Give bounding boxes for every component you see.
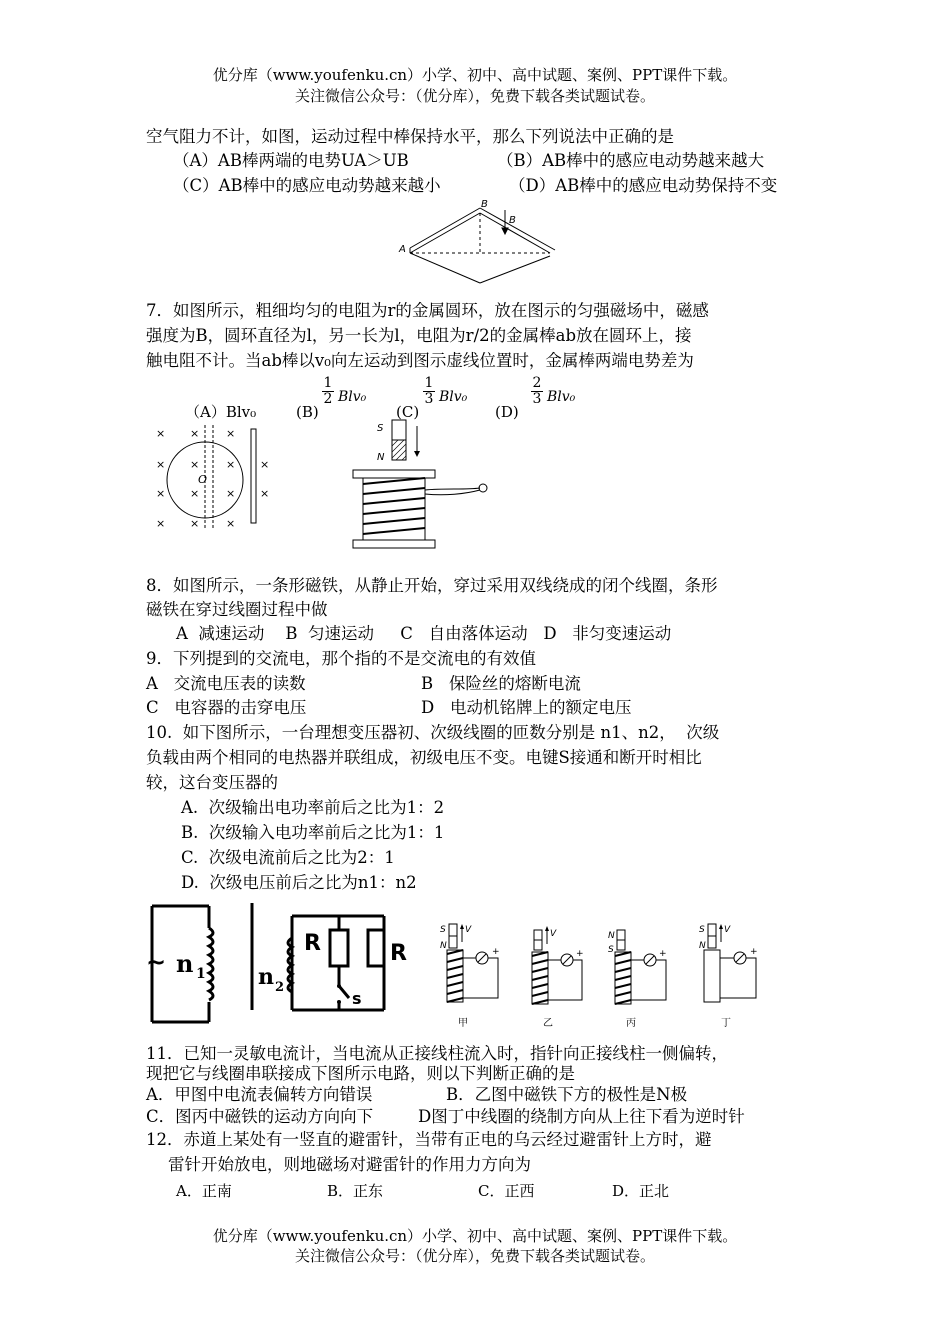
q9-stem: 9．下列提到的交流电，那个指的不是交流电的有效值 bbox=[146, 649, 536, 668]
svg-text:×: × bbox=[156, 427, 166, 440]
svg-text:×: × bbox=[226, 487, 236, 500]
q10-option-d: D. 次级电压前后之比为n1：n2 bbox=[181, 873, 417, 892]
q8-options: A 减速运动 B 匀速运动 C 自由落体运动 D 非匀变速运动 bbox=[176, 624, 672, 643]
q9-option-a: A 交流电压表的读数 bbox=[146, 674, 306, 693]
q6-option-c: （C）AB棒中的感应电动势越来越小 bbox=[173, 176, 441, 195]
svg-text:×: × bbox=[190, 517, 200, 530]
q8-stem-line-1: 8．如图所示，一条形磁铁，从静止开始，穿过采用双线绕成的闭个线圈，条形 bbox=[146, 576, 718, 595]
q11-jia-v: V bbox=[465, 925, 472, 935]
header-line-1: 优分库（www.youfenku.cn）小学、初中、高中试题、案例、PPT课件下载。 bbox=[212, 66, 738, 84]
q11-circuit-yi bbox=[532, 926, 582, 1004]
q11-caption-ding: 丁 bbox=[721, 1018, 731, 1029]
q7-frac-b: $\frac{1}{2}$ bbox=[323, 375, 333, 407]
q11-ding-s: S bbox=[699, 925, 705, 935]
q6-option-b: （B）AB棒中的感应电动势越来越大 bbox=[497, 151, 765, 170]
q11-yi-v: V bbox=[550, 929, 557, 939]
svg-text:×: × bbox=[190, 487, 200, 500]
q11-option-c: C．图丙中磁铁的运动方向向下 bbox=[146, 1107, 374, 1126]
q10-stem-line-2: 负载由两个相同的电热器并联组成，初级电压不变。电键S接通和断开时相比 bbox=[146, 748, 702, 767]
q7-frac-c: $\frac{1}{3}$ bbox=[424, 375, 434, 407]
q11-jia-n: N bbox=[440, 941, 447, 951]
svg-text:×: × bbox=[226, 427, 236, 440]
svg-text:×: × bbox=[156, 487, 166, 500]
q8-stem-line-2: 磁铁在穿过线圈过程中做 bbox=[146, 600, 328, 619]
q7-stem-line-1: 7．如图所示，粗细均匀的电阻为r的金属圆环，放在图示的匀强磁场中，磁感 bbox=[146, 301, 709, 320]
q11-yi-plus: + bbox=[576, 949, 584, 959]
q6-rail-figure bbox=[395, 198, 555, 288]
footer-line-2: 关注微信公众号：（优分库），免费下载各类试题试卷。 bbox=[294, 1247, 655, 1265]
q11-ding-plus: + bbox=[750, 947, 758, 957]
q12-option-a: A．正南 bbox=[176, 1182, 232, 1200]
q9-option-d: D 电动机铭牌上的额定电压 bbox=[421, 698, 632, 717]
q11-caption-jia: 甲 bbox=[458, 1018, 468, 1029]
q10-n2-label: n bbox=[258, 964, 274, 990]
q10-ac-source: ~ bbox=[146, 948, 167, 976]
svg-text:×: × bbox=[226, 458, 236, 471]
q10-stem-line-1: 10. 如下图所示，一台理想变压器初、次级线圈的匝数分别是 n1、n2， 次级 bbox=[146, 723, 720, 742]
q9-option-c: C 电容器的击穿电压 bbox=[146, 698, 307, 717]
q7-option-c-label: (C) bbox=[396, 403, 420, 421]
q11-option-a: A．甲图中电流表偏转方向错误 bbox=[146, 1085, 373, 1104]
q11-stem-line-2: 现把它与线圈串联接成下图所示电路，则以下判断正确的是 bbox=[146, 1064, 575, 1083]
q6-stem: 空气阻力不计，如图，运动过程中棒保持水平，那么下列说法中正确的是 bbox=[146, 127, 674, 146]
svg-text:×: × bbox=[260, 458, 270, 471]
q10-switch-label: s bbox=[352, 989, 362, 1008]
q9-option-b: B 保险丝的熔断电流 bbox=[421, 674, 581, 693]
q7-stem-line-2: 强度为B，圆环直径为l，另一长为l，电阻为r/2的金属棒ab放在圆环上，接 bbox=[146, 326, 692, 345]
q7-frac-b-expr: Blv₀ bbox=[338, 389, 367, 405]
q12-option-c: C．正西 bbox=[478, 1182, 535, 1200]
q6-label-a: A bbox=[399, 244, 406, 255]
q11-bing-s: S bbox=[608, 945, 614, 955]
q11-bing-n: N bbox=[608, 931, 615, 941]
q11-circuits-figure bbox=[436, 922, 776, 1030]
q10-option-a: A. 次级输出电功率前后之比为1：2 bbox=[181, 798, 445, 817]
q12-option-d: D．正北 bbox=[612, 1182, 670, 1200]
q11-option-b: B．乙图中磁铁下方的极性是N极 bbox=[446, 1085, 688, 1104]
svg-text:×: × bbox=[226, 517, 236, 530]
q11-option-d: D图丁中线圈的绕制方向从上往下看为逆时针 bbox=[418, 1107, 745, 1126]
q10-n2-sub: 2 bbox=[275, 980, 285, 995]
svg-text:×: × bbox=[190, 427, 200, 440]
q8-magnet-s: S bbox=[377, 423, 384, 434]
q10-option-b: B. 次级输入电功率前后之比为1：1 bbox=[181, 823, 445, 842]
q10-n1-sub: 1 bbox=[196, 966, 206, 982]
q7-center-label: O bbox=[198, 473, 208, 486]
q7-stem-line-3: 触电阻不计。当ab棒以v₀向左运动到图示虚线位置时，金属棒两端电势差为 bbox=[146, 351, 694, 370]
q10-n1-label: n bbox=[176, 949, 194, 978]
q8-coil-figure bbox=[345, 418, 495, 550]
footer-line-1: 优分库（www.youfenku.cn）小学、初中、高中试题、案例、PPT课件下载。 bbox=[212, 1227, 738, 1245]
q12-stem-line-1: 12．赤道上某处有一竖直的避雷针，当带有正电的乌云经过避雷针上方时，避 bbox=[146, 1130, 712, 1149]
q6-label-field: B bbox=[509, 215, 516, 226]
q10-stem-line-3: 较，这台变压器的 bbox=[146, 773, 278, 792]
svg-text:×: × bbox=[190, 458, 200, 471]
q6-label-b: B bbox=[481, 199, 488, 210]
q11-caption-yi: 乙 bbox=[543, 1018, 553, 1029]
q10-r1-label: R bbox=[304, 931, 321, 956]
q10-r2-label: R bbox=[390, 941, 407, 966]
q11-circuit-ding bbox=[704, 924, 756, 1002]
q8-magnet-n: N bbox=[377, 452, 385, 463]
header-line-2: 关注微信公众号：（优分库），免费下载各类试题试卷。 bbox=[294, 87, 655, 105]
q11-ding-v: V bbox=[724, 925, 731, 935]
q7-frac-d-expr: Blv₀ bbox=[547, 389, 576, 405]
svg-text:×: × bbox=[156, 458, 166, 471]
q7-option-b-label: (B) bbox=[296, 403, 319, 421]
svg-text:×: × bbox=[156, 517, 166, 530]
q11-ding-n: N bbox=[699, 941, 706, 951]
q7-option-a: （A）Blv₀ bbox=[185, 403, 257, 421]
q7-frac-d: $\frac{2}{3}$ bbox=[532, 375, 542, 407]
q10-transformer-figure bbox=[144, 898, 414, 1028]
q10-option-c: C. 次级电流前后之比为2：1 bbox=[181, 848, 395, 867]
q11-circuit-bing bbox=[615, 930, 666, 1004]
q12-stem-line-2: 雷针开始放电，则地磁场对避雷针的作用力方向为 bbox=[168, 1155, 531, 1174]
q7-frac-c-expr: Blv₀ bbox=[439, 389, 468, 405]
q11-jia-s: S bbox=[440, 925, 446, 935]
q7-option-d-label: (D) bbox=[495, 403, 519, 421]
q11-stem-line-1: 11．已知一灵敏电流计，当电流从正接线柱流入时，指针向正接线柱一侧偏转， bbox=[146, 1044, 728, 1063]
q11-bing-plus: + bbox=[659, 949, 667, 959]
q7-ring-figure bbox=[150, 425, 275, 530]
q6-option-a: （A）AB棒两端的电势UA＞UB bbox=[173, 151, 409, 170]
q11-caption-bing: 丙 bbox=[626, 1018, 636, 1029]
svg-text:×: × bbox=[260, 487, 270, 500]
q12-option-b: B．正东 bbox=[327, 1182, 384, 1200]
q6-option-d: （D）AB棒中的感应电动势保持不变 bbox=[509, 176, 778, 195]
q11-jia-plus: + bbox=[492, 947, 500, 957]
q11-circuit-jia bbox=[447, 924, 498, 1002]
